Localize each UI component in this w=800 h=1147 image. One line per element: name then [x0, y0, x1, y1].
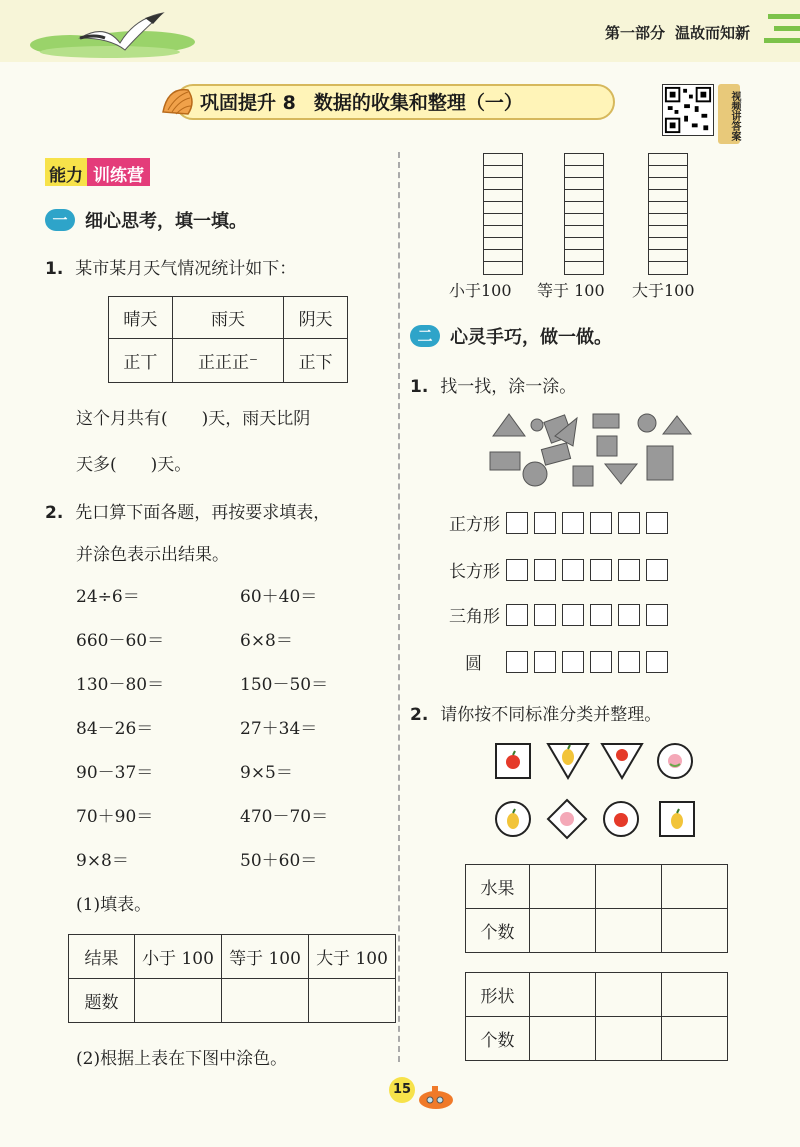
calc-item[interactable]: 84－26＝ [76, 719, 154, 739]
fruit-table-label: 个数 [466, 909, 530, 953]
submarine-icon [416, 1082, 456, 1112]
apple-square-icon [494, 742, 532, 780]
weather-tally-cloudy: 正下 [284, 339, 348, 383]
calc-item[interactable]: 27＋34＝ [240, 719, 318, 739]
calc-item[interactable]: 60＋40＝ [240, 587, 318, 607]
circle-shape [638, 414, 656, 432]
answer-cells[interactable] [506, 604, 668, 626]
peach-circle-icon [656, 742, 694, 780]
page-title: 巩固提升 8 数据的收集和整理（一） [200, 92, 523, 114]
result-cell[interactable] [135, 979, 222, 1023]
result-cell[interactable] [309, 979, 396, 1023]
shapes-figure [485, 408, 700, 492]
circle-shape [531, 419, 543, 431]
peach-diamond-icon [546, 798, 588, 840]
weather-tally-sunny: 正丅 [109, 339, 173, 383]
color-bar-less[interactable] [483, 153, 523, 275]
video-answer-label: 视频讲答案 [718, 84, 740, 144]
question-1-fill-line1[interactable]: 这个月共有( )天，雨天比阴 [76, 409, 311, 429]
apple-triangle-icon [600, 742, 644, 780]
shape-table-label: 形状 [466, 973, 530, 1017]
shape-table-cell[interactable] [662, 973, 728, 1017]
rectangle-row: 长方形 [430, 557, 668, 582]
calc-item[interactable]: 150－50＝ [240, 675, 329, 695]
weather-table [108, 296, 348, 383]
calc-item[interactable]: 9×5＝ [240, 763, 293, 783]
calc-item[interactable]: 9×8＝ [76, 851, 129, 871]
shape-table-cell[interactable] [596, 973, 662, 1017]
calc-item[interactable]: 50＋60＝ [240, 851, 318, 871]
question-1-fill-line2[interactable]: 天多( )天。 [76, 455, 192, 475]
rectangle-shape [541, 443, 570, 465]
shape-table-cell[interactable] [662, 1017, 728, 1061]
bar-label-greater: 大于100 [632, 281, 695, 300]
weather-header-cloudy: 阴天 [284, 297, 348, 339]
circle-row: 圆 [430, 649, 668, 674]
answer-cells[interactable] [506, 651, 668, 673]
calc-item[interactable]: 90－37＝ [76, 763, 154, 783]
result-header: 大于 100 [309, 935, 396, 979]
result-cell[interactable] [222, 979, 309, 1023]
section-2-heading: 二 心灵手巧，做一做。 [410, 323, 612, 349]
triangle-shape [493, 414, 525, 436]
result-header: 等于 100 [222, 935, 309, 979]
qr-code-icon[interactable] [662, 84, 714, 136]
calc-item[interactable]: 660－60＝ [76, 631, 165, 651]
bar-label-equal: 等于 100 [537, 281, 605, 300]
problem-2-text: 2. 请你按不同标准分类并整理。 [410, 705, 662, 725]
weather-header-rainy: 雨天 [172, 297, 283, 339]
shape-table [465, 972, 728, 1061]
result-table [68, 934, 396, 1023]
color-bar-greater[interactable] [648, 153, 688, 275]
answer-cells[interactable] [506, 512, 668, 534]
shape-table-cell[interactable] [530, 1017, 596, 1061]
circle-shape [523, 462, 547, 486]
result-row-label: 题数 [69, 979, 135, 1023]
calc-item[interactable]: 24÷6＝ [76, 587, 140, 607]
bar-label-less: 小于100 [449, 281, 512, 300]
rectangle-shape [647, 446, 673, 480]
problem-1-text: 1. 找一找，涂一涂。 [410, 377, 577, 397]
result-header: 结果 [69, 935, 135, 979]
calc-item[interactable]: 6×8＝ [240, 631, 293, 651]
weather-tally-rainy: 正正正⁻ [172, 339, 283, 383]
fruit-table-cell[interactable] [530, 909, 596, 953]
shape-table-label: 个数 [466, 1017, 530, 1061]
fruit-table-cell[interactable] [662, 865, 728, 909]
header-decoration [760, 0, 800, 62]
fruit-table-cell[interactable] [662, 909, 728, 953]
weather-header-sunny: 晴天 [109, 297, 173, 339]
fruit-table-cell[interactable] [596, 909, 662, 953]
sub-question-2: (2)根据上表在下图中涂色。 [76, 1049, 288, 1069]
rectangle-shape [490, 452, 520, 470]
question-2-text-line2: 并涂色表示出结果。 [76, 545, 229, 565]
shape-table-cell[interactable] [530, 973, 596, 1017]
fruit-table-cell[interactable] [530, 865, 596, 909]
pear-circle-icon [494, 800, 532, 838]
column-divider [398, 152, 400, 1062]
apple-circle-icon [602, 800, 640, 838]
ability-training-badge: 能力 训练营 [45, 158, 150, 186]
section-1-heading: 一 细心思考，填一填。 [45, 207, 247, 233]
square-shape [597, 436, 617, 456]
pear-square-icon [658, 800, 696, 838]
calc-item[interactable]: 130－80＝ [76, 675, 165, 695]
answer-cells[interactable] [506, 559, 668, 581]
fruit-table [465, 864, 728, 953]
square-shape [573, 466, 593, 486]
shell-icon [158, 82, 198, 122]
question-1-text: 1. 某市某月天气情况统计如下： [45, 259, 297, 279]
fruit-table-cell[interactable] [596, 865, 662, 909]
triangle-shape [605, 464, 637, 484]
sub-question-1: (1)填表。 [76, 895, 152, 915]
color-bar-equal[interactable] [564, 153, 604, 275]
shape-table-cell[interactable] [596, 1017, 662, 1061]
triangle-row: 三角形 [430, 602, 668, 627]
result-header: 小于 100 [135, 935, 222, 979]
calc-item[interactable]: 470－70＝ [240, 807, 329, 827]
square-row: 正方形 [430, 510, 668, 535]
rectangle-shape [593, 414, 619, 428]
calc-item[interactable]: 70＋90＝ [76, 807, 154, 827]
page-number: 15 [389, 1077, 415, 1103]
seagull-icon [75, 8, 165, 68]
header-part: 第一部分 温故而知新 [604, 24, 750, 42]
fruit-table-label: 水果 [466, 865, 530, 909]
pear-triangle-icon [546, 742, 590, 780]
question-2-text: 2. 先口算下面各题，再按要求填表， [45, 503, 331, 523]
triangle-shape [663, 416, 691, 434]
